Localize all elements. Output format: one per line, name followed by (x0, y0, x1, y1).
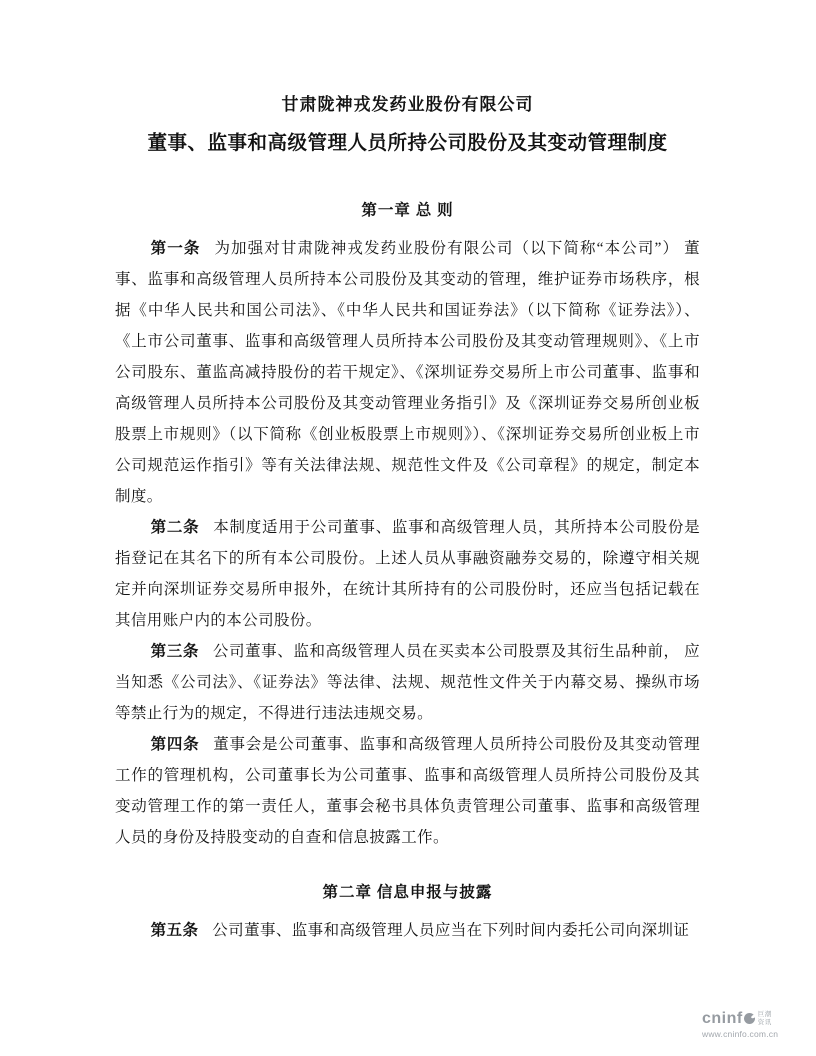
chapter-2-heading: 第二章 信息申报与披露 (322, 884, 493, 901)
article-5-label: 第五条 (150, 922, 199, 939)
article-1 (115, 233, 700, 512)
document-title: 董事、监事和高级管理人员所持公司股份及其变动管理制度 (147, 133, 668, 154)
article-1-text: 为加强对甘肃陇神戎发药业股份有限公司（以下简称“本公司”） 董事、监事和高级管理人员所持本公司股份及其变动的管理，维护证券市场秩序，根据《中华人民共和国公司法》、《中华人民共和国证券法》（以下简称《证券法》）、《上市公司董事、监事和高级管理人员所持本公司股份及其变动管理规则》、《上市公司股东、董监高减持股份的若干规定》、《深圳证券交易所上市公司董事、监事和高级管理人员所持本公司股份及其变动管理业务指引》及《深圳证券交易所创业板股票上市规则》（以下简称《创业板股票上市规则》）、《深圳证券交易所创业板上市公司规范运作指引》等有关法律法规、规范性文件及《公司章程》的规定，制定本制度。 (115, 240, 700, 505)
article-4-text: 董事会是公司董事、监事和高级管理人员所持公司股份及其变动管理工作的管理机构，公司董事长为公司董事、监事和高级管理人员所持公司股份及其变动管理工作的第一责任人，董事会秘书具体负责管理公司董事、监事和高级管理人员的身份及持股变动的自查和信息披露工作。 (115, 736, 700, 846)
article-3-label: 第三条 (150, 643, 199, 660)
document-content (115, 93, 700, 946)
article-3 (115, 636, 700, 729)
cninfo-url: www.cninfo.com.cn (702, 1028, 779, 1039)
article-1-label: 第一条 (150, 240, 201, 257)
cninfo-globe-icon (744, 1013, 755, 1024)
article-4 (115, 729, 700, 853)
article-4-label: 第四条 (150, 736, 200, 753)
cninfo-logo-row (702, 1011, 792, 1027)
cninfo-logo (702, 1011, 792, 1039)
cninfo-chinese-name: 巨潮资讯 (757, 1011, 772, 1026)
cninfo-brand-text: cninf (702, 1009, 743, 1027)
chapter-1-heading: 第一章 总 则 (361, 202, 454, 219)
article-2-label: 第二条 (150, 519, 200, 536)
article-3-text: 公司董事、监和高级管理人员在买卖本公司股票及其衍生品种前， 应当知悉《公司法》、《证券法》等法律、法规、规范性文件关于内幕交易、操纵市场等禁止行为的规定，不得进行违法违规交易。 (115, 643, 701, 722)
article-2 (115, 512, 700, 636)
article-5 (115, 915, 700, 946)
article-2-text: 本制度适用于公司董事、监事和高级管理人员，其所持本公司股份是指登记在其名下的所有本公司股份。上述人员从事融资融券交易的，除遵守相关规定并向深圳证券交易所申报外，在统计其所持有的公司股份时，还应当包括记载在其信用账户内的本公司股份。 (115, 519, 700, 629)
article-5-text: 公司董事、监事和高级管理人员应当在下列时间内委托公司向深圳证 (212, 922, 690, 939)
company-name-title: 甘肃陇神戎发药业股份有限公司 (281, 95, 534, 114)
